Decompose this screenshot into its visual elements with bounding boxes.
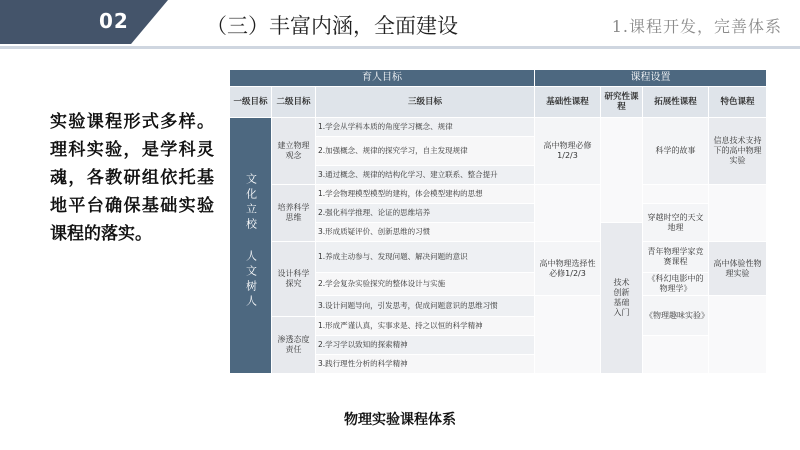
level3-goal: 2.学会复杂实验探究的整体设计与实施 (316, 273, 535, 296)
basic-empty (535, 296, 601, 374)
level1-goal: 文化立校 人文树人 (230, 118, 272, 374)
basic-course: 高中物理必修1/2/3 (535, 118, 601, 185)
basic-course: 高中物理选择性必修1/2/3 (535, 242, 601, 296)
level3-goal: 1.学会物理模型模型的建构，体会模型建构的思想 (316, 185, 535, 204)
col-header-feature: 特色课程 (709, 87, 767, 118)
level3-goal: 3.形成质疑评价、创新思维的习惯 (316, 223, 535, 242)
level3-goal: 3.践行理性分析的科学精神 (316, 355, 535, 374)
feature-empty (709, 296, 767, 374)
basic-empty (535, 185, 601, 242)
level2-goal: 渗透态度责任 (272, 317, 316, 374)
col-header-research: 研究性课程 (601, 87, 643, 118)
level2-goal: 培养科学思维 (272, 185, 316, 242)
extension-course: 《物理趣味实验》 (643, 296, 709, 336)
curriculum-table (229, 69, 766, 374)
level3-goal: 3.通过概念、规律的结构化学习、建立联系、整合提升 (316, 166, 535, 185)
feature-course: 高中体验性物理实验 (709, 242, 767, 296)
group-header-courses: 课程设置 (535, 70, 767, 87)
research-course: 技术创新基础入门 (601, 223, 643, 374)
level3-goal: 3.设计问题导向，引发思考，促成问题意识的思维习惯 (316, 296, 535, 317)
level3-goal: 2.加强概念、规律的探究学习，自主发现规律 (316, 137, 535, 166)
extension-empty (643, 185, 709, 204)
page-title: （三）丰富内涵，全面建设 (206, 14, 458, 38)
section-number: 02 (99, 9, 129, 33)
extension-course: 青年物理学家竞赛课程 (643, 242, 709, 273)
level3-goal: 1.学会从学科本质的角度学习概念、规律 (316, 118, 535, 137)
level2-goal: 设计科学探究 (272, 242, 316, 317)
level3-goal: 1.形成严谨认真，实事求是、持之以恒的科学精神 (316, 317, 535, 336)
level3-goal: 1.养成主动参与、发现问题、解决问题的意识 (316, 242, 535, 273)
group-header-goals: 育人目标 (230, 70, 535, 87)
feature-course: 信息技术支持下的高中物理实验 (709, 118, 767, 185)
extension-empty (643, 336, 709, 374)
table-caption: 物理实验课程体系 (344, 412, 456, 428)
col-header-level2: 二级目标 (272, 87, 316, 118)
col-header-level3: 三级目标 (316, 87, 535, 118)
level3-goal: 2.学习学以致知的探索精神 (316, 336, 535, 355)
col-header-extension: 拓展性课程 (643, 87, 709, 118)
page-subtitle: 1.课程开发，完善体系 (611, 17, 782, 36)
section-badge (0, 0, 168, 44)
level2-goal: 建立物理观念 (272, 118, 316, 185)
extension-course: 《科幻电影中的物理学》 (643, 273, 709, 296)
feature-empty (709, 185, 767, 242)
extension-course: 科学的故事 (643, 118, 709, 185)
header-bar (0, 0, 800, 48)
intro-paragraph: 实验课程形式多样。理科实验，是学科灵魂，各教研组依托基地平台确保基础实验课程的落实。 (50, 112, 214, 244)
header-divider (0, 46, 800, 49)
col-header-level1: 一级目标 (230, 87, 272, 118)
extension-course: 穿越时空的天文地理 (643, 204, 709, 242)
col-header-basic: 基础性课程 (535, 87, 601, 118)
research-empty (601, 118, 643, 223)
level3-goal: 2.强化科学推理、论证的思维培养 (316, 204, 535, 223)
